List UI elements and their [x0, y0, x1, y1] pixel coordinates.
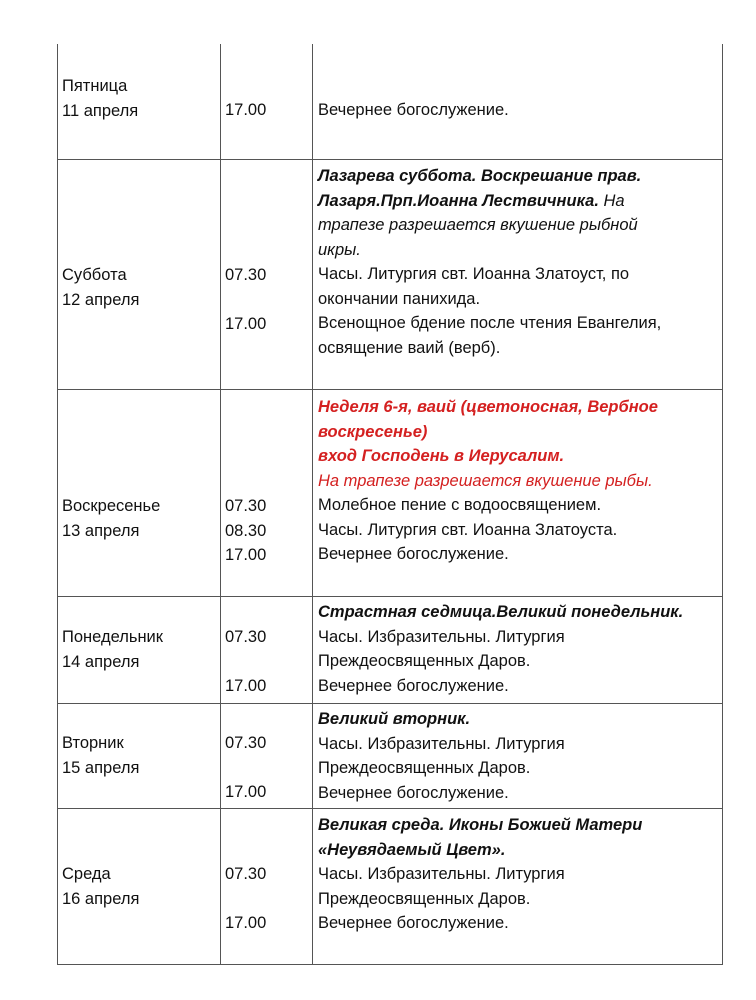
table-row-friday-day	[62, 74, 138, 123]
feast-note: икры.	[318, 240, 361, 259]
row-divider	[57, 703, 723, 704]
table-row-tuesday-services	[318, 707, 720, 805]
feast-title: Великий вторник.	[318, 710, 471, 728]
service-line: Часы. Литургия свт. Иоанна Златоуста.	[318, 520, 618, 539]
service-line: Часы. Литургия свт. Иоанна Златоуст, по	[318, 265, 630, 283]
day-date: 15 апреля	[62, 758, 140, 777]
service-line: Вечернее богослужение.	[318, 101, 509, 119]
feast-title: вход Господень в Иерусалим.	[318, 447, 565, 465]
day-date: 13 апреля	[62, 521, 140, 540]
table-row-saturday-times	[225, 263, 266, 337]
table-row-sunday-times	[225, 494, 266, 568]
table-row-wednesday-services	[318, 813, 720, 936]
table-row-sunday-day	[62, 494, 160, 543]
service-line: Преждеосвященных Даров.	[318, 759, 531, 777]
day-name: Воскресенье	[62, 497, 161, 515]
feast-note: трапезе разрешается вкушение рыбной	[318, 216, 638, 234]
service-time: 17.00	[225, 546, 267, 564]
service-line: Часы. Избразительны. Литургия	[318, 734, 565, 753]
row-divider	[57, 389, 723, 390]
service-line: Часы. Избразительны. Литургия	[318, 865, 565, 883]
feast-title: воскресенье)	[318, 422, 428, 441]
service-time: 07.30	[225, 266, 267, 284]
table-row-saturday-services	[318, 164, 720, 360]
day-name: Понедельник	[62, 628, 163, 646]
service-time: 08.30	[225, 521, 267, 540]
service-time: 07.30	[225, 497, 267, 515]
day-date: 12 апреля	[62, 290, 140, 309]
row-divider	[57, 596, 723, 597]
table-row-friday-times	[225, 98, 266, 123]
feast-note: На трапезе разрешается вкушение рыбы.	[318, 471, 653, 490]
service-line: Всенощное бдение после чтения Евангелия,	[318, 314, 662, 332]
table-row-wednesday-times	[225, 862, 266, 936]
feast-title: Лазаря.Прп.Иоанна Лествичника.	[318, 191, 599, 210]
day-name: Вторник	[62, 734, 124, 752]
feast-title: Страстная седмица.Великий понедельник.	[318, 603, 684, 621]
day-date: 11 апреля	[62, 101, 139, 120]
service-time: 07.30	[225, 734, 267, 752]
feast-title: Лазарева суббота. Воскрешание прав.	[318, 167, 642, 185]
table-row-tuesday-times	[225, 731, 266, 805]
table-row-saturday-day	[62, 263, 139, 312]
service-line: Вечернее богослужение.	[318, 545, 509, 563]
service-time: 17.00	[225, 677, 267, 695]
column-divider-day-time	[220, 44, 221, 964]
table-row-monday-services	[318, 600, 720, 698]
service-time: 17.00	[225, 315, 267, 333]
day-name: Среда	[62, 865, 111, 883]
row-divider	[57, 159, 723, 160]
row-divider	[57, 808, 723, 809]
table-row-wednesday-day	[62, 862, 139, 911]
service-line: Вечернее богослужение.	[318, 676, 509, 695]
feast-note: На	[598, 191, 625, 210]
day-date: 14 апреля	[62, 652, 140, 671]
service-time: 17.00	[225, 783, 267, 801]
service-line: Преждеосвященных Даров.	[318, 889, 531, 908]
feast-title: «Неувядаемый Цвет».	[318, 840, 506, 859]
table-border-left	[57, 44, 58, 964]
service-line: Вечернее богослужение.	[318, 783, 509, 802]
service-line: Молебное пение с водоосвящением.	[318, 496, 602, 514]
table-row-tuesday-day	[62, 731, 139, 780]
service-time: 17.00	[225, 101, 267, 119]
service-time: 07.30	[225, 865, 267, 883]
table-row-monday-times	[225, 625, 266, 699]
day-date: 16 апреля	[62, 889, 140, 908]
feast-title: Неделя 6-я, ваий (цветоносная, Вербное	[318, 398, 658, 416]
service-line: Вечернее богослужение.	[318, 914, 509, 932]
service-line: освящение ваий (верб).	[318, 338, 501, 357]
day-name: Суббота	[62, 266, 127, 284]
service-line: окончании панихида.	[318, 289, 481, 308]
table-row-monday-day	[62, 625, 163, 674]
service-time: 07.30	[225, 628, 267, 646]
feast-title: Великая среда. Иконы Божией Матери	[318, 816, 643, 834]
day-name: Пятница	[62, 77, 128, 95]
table-border-bottom	[57, 964, 723, 965]
column-divider-time-service	[312, 44, 313, 964]
service-time: 17.00	[225, 914, 267, 932]
service-line: Часы. Избразительны. Литургия	[318, 627, 565, 646]
table-row-friday-services	[318, 98, 720, 123]
service-line: Преждеосвященных Даров.	[318, 652, 531, 670]
table-border-right	[722, 44, 723, 964]
table-row-sunday-services	[318, 395, 720, 567]
